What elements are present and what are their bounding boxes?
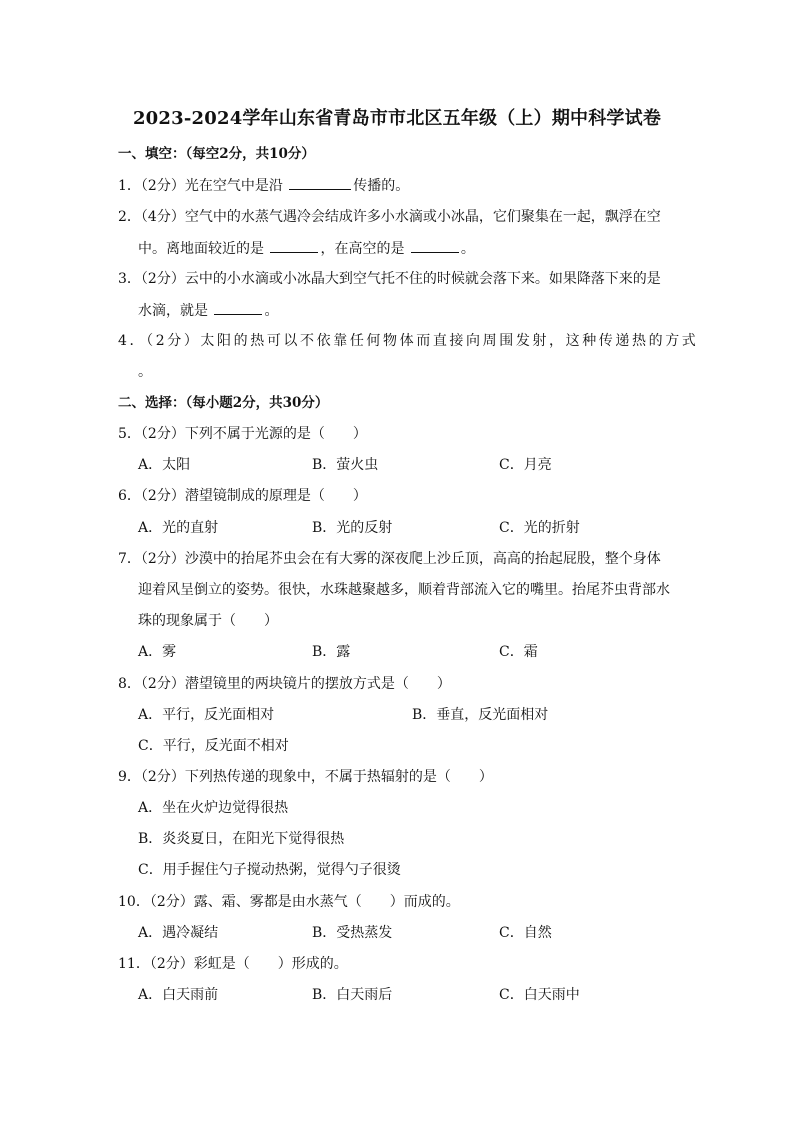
question-7-option-b[interactable]: B．露 — [312, 644, 351, 660]
question-6-stem: 6．（2分）潜望镜制成的原理是（ ） — [118, 488, 367, 504]
question-8-option-b[interactable]: B．垂直，反光面相对 — [412, 707, 549, 723]
question-11-stem: 11．（2分）彩虹是（ ）形成的。 — [118, 956, 348, 972]
question-3-line-1: 3．（2分）云中的小水滴或小冰晶大到空气托不住的时候就会落下来。如果降落下来的是 — [118, 271, 661, 287]
question-3-text-a: 水滴，就是 — [138, 303, 208, 319]
question-10-stem: 10．（2分）露、霜、雾都是由水蒸气（ ）而成的。 — [118, 894, 460, 910]
question-2-line-2 — [138, 238, 475, 259]
question-8-stem: 8．（2分）潜望镜里的两块镜片的摆放方式是（ ） — [118, 676, 451, 692]
question-7-line-1: 7．（2分）沙漠中的抬尾芥虫会在有大雾的深夜爬上沙丘顶，高高的抬起屁股，整个身体 — [118, 551, 661, 567]
question-1-text-b: 传播的。 — [353, 178, 410, 194]
answer-blank[interactable] — [411, 238, 459, 253]
question-9-option-c[interactable]: C．用手握住勺子搅动热粥，觉得勺子很烫 — [138, 862, 401, 878]
question-9-option-b[interactable]: B．炎炎夏日，在阳光下觉得很热 — [138, 831, 345, 847]
question-4-line-2: 。 — [138, 364, 152, 380]
question-6-option-b[interactable]: B．光的反射 — [312, 520, 393, 536]
question-2-text-b: ，在高空的是 — [320, 241, 405, 257]
question-9-option-a[interactable]: A．坐在火炉边觉得很热 — [138, 800, 289, 816]
question-7-option-c[interactable]: C．霜 — [499, 644, 538, 660]
question-5-stem: 5．（2分）下列不属于光源的是（ ） — [118, 426, 367, 442]
answer-blank[interactable] — [270, 238, 318, 253]
question-11-option-a[interactable]: A．白天雨前 — [138, 987, 219, 1003]
question-10-option-b[interactable]: B．受热蒸发 — [312, 925, 393, 941]
question-11-option-c[interactable]: C．白天雨中 — [499, 987, 580, 1003]
question-9-stem: 9．（2分）下列热传递的现象中，不属于热辐射的是（ ） — [118, 769, 493, 785]
question-2-text-c: 。 — [460, 241, 475, 257]
question-2-text-a: 中。离地面较近的是 — [138, 241, 264, 257]
question-2-line-1: 2．（4分）空气中的水蒸气遇冷会结成许多小水滴或小冰晶，它们聚集在一起，飘浮在空 — [118, 209, 661, 225]
question-10-option-c[interactable]: C．自然 — [499, 925, 552, 941]
question-6-option-a[interactable]: A．光的直射 — [138, 520, 219, 536]
exam-title: 2023-2024学年山东省青岛市市北区五年级（上）期中科学试卷 — [132, 108, 662, 129]
question-10-option-a[interactable]: A．遇冷凝结 — [138, 925, 219, 941]
question-7-line-2: 迎着风呈倒立的姿势。很快，水珠越聚越多，顺着背部流入它的嘴里。抬尾芥虫背部水 — [138, 582, 670, 598]
question-4-line-1: 4．（2分）太阳的热可以不依靠任何物体而直接向周围发射，这种传递热的方式 — [118, 333, 699, 349]
question-5-option-b[interactable]: B．萤火虫 — [312, 457, 379, 473]
answer-blank[interactable] — [289, 175, 351, 190]
question-1-text-a: 1．（2分）光在空气中是沿 — [118, 178, 283, 194]
question-1 — [118, 175, 409, 196]
section-choice-heading: 二、选择：（每小题2分，共30分） — [118, 395, 329, 411]
section-fill-in-heading: 一、填空：（每空2分，共10分） — [118, 146, 315, 162]
question-7-option-a[interactable]: A．雾 — [138, 644, 177, 660]
question-8-option-a[interactable]: A．平行，反光面相对 — [138, 707, 275, 723]
question-7-line-3: 珠的现象属于（ ） — [138, 613, 278, 629]
question-6-option-c[interactable]: C．光的折射 — [499, 520, 580, 536]
question-3-text-b: 。 — [264, 303, 279, 319]
answer-blank[interactable] — [214, 300, 262, 315]
question-8-option-c[interactable]: C．平行，反光面不相对 — [138, 738, 289, 754]
question-3-line-2 — [138, 300, 278, 321]
question-5-option-c[interactable]: C．月亮 — [499, 457, 552, 473]
question-5-option-a[interactable]: A．太阳 — [138, 457, 191, 473]
question-11-option-b[interactable]: B．白天雨后 — [312, 987, 393, 1003]
